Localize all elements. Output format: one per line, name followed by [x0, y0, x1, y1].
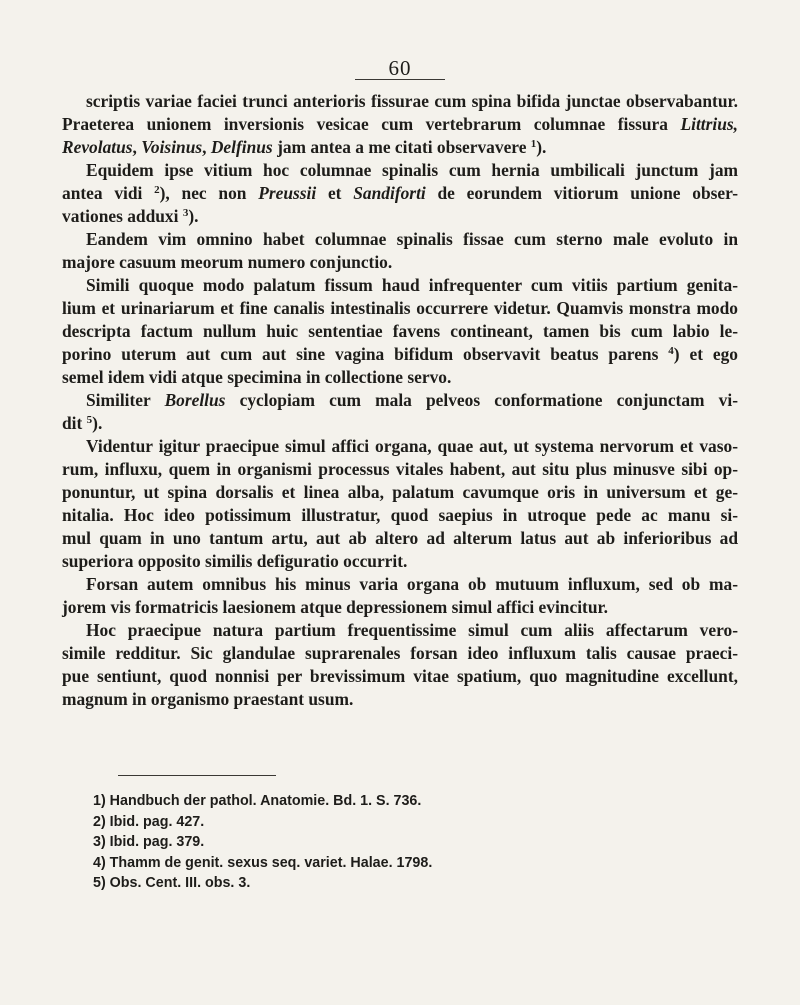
footnote-ref: 5	[86, 414, 93, 426]
text-line	[62, 205, 738, 228]
text-run: porino uterum aut cum aut sine vagina bifidum observavit beatus parens	[62, 344, 669, 364]
text-run: lium et urinariarum et fine canalis intestinalis occurrere videtur. Quamvis monstra modo	[62, 298, 738, 318]
text-run: ,	[202, 137, 211, 157]
text-line	[62, 251, 738, 274]
text-run: Forsan autem omnibus his minus varia organa ob mutuum influxum, sed ob ma-	[86, 574, 738, 594]
footnote: 5) Obs. Cent. III. obs. 3.	[93, 875, 251, 892]
text-line	[62, 320, 738, 343]
text-line	[62, 504, 738, 527]
text-run: dit	[62, 413, 87, 433]
author-name: Littrius,	[680, 114, 738, 134]
author-name: Revolatus	[62, 137, 133, 157]
text-line	[62, 527, 738, 550]
text-line	[62, 688, 738, 711]
author-name: Voisinus	[141, 137, 203, 157]
footnotes	[93, 791, 432, 894]
text-line	[62, 435, 738, 458]
text-run: magnum in organismo praestant usum.	[62, 689, 354, 709]
text-line	[62, 297, 738, 320]
text-run: de eorundem vitiorum unione obser-	[425, 183, 738, 203]
text-run: jam antea a me citati observavere	[272, 137, 531, 157]
text-run: ,	[132, 137, 142, 157]
text-line	[62, 113, 738, 136]
text-run: et	[316, 183, 354, 203]
text-run: vationes adduxi	[62, 206, 183, 226]
text-line	[62, 458, 738, 481]
author-name: Delfinus	[210, 137, 273, 157]
text-run: superiora opposito similis defiguratio occurrit.	[62, 551, 408, 571]
text-run: ).	[188, 206, 199, 226]
text-run: ) et ego	[673, 344, 739, 364]
author-name: Preussii	[258, 183, 317, 203]
text-run: simile redditur. Sic glandulae suprarenales forsan ideo influxum talis causae praeci-	[62, 643, 738, 663]
text-run: Praeterea unionem inversionis vesicae cum vertebrarum columnae fissura	[62, 114, 681, 134]
footnote: 1) Handbuch der pathol. Anatomie. Bd. 1. S. 736.	[93, 793, 422, 809]
text-run: Similiter	[86, 390, 165, 410]
text-line	[62, 665, 738, 688]
text-line	[62, 389, 738, 412]
text-run: majore casuum meorum numero conjunctio.	[62, 252, 393, 272]
text-line	[62, 343, 738, 366]
body-text	[62, 90, 738, 711]
text-line	[62, 481, 738, 504]
text-line	[62, 182, 738, 205]
text-run: rum, influxu, quem in organismi processus vitales habent, aut situ plus minusve sibi op-	[62, 459, 738, 479]
text-line	[62, 228, 738, 251]
text-run: cyclopiam cum mala pelveos conformatione conjunctam vi-	[225, 390, 738, 410]
text-run: nitalia. Hoc ideo potissimum illustratur, quod saepius in utroque pede ac manu si-	[62, 505, 738, 525]
footnote: 4) Thamm de genit. sexus seq. variet. Halae. 1798.	[93, 854, 433, 871]
text-line	[62, 619, 738, 642]
text-line	[62, 642, 738, 665]
page-number: 60	[388, 56, 412, 80]
footnote-ref: 2	[154, 184, 160, 196]
text-run: ), nec non	[159, 183, 259, 203]
footnote: 2) Ibid. pag. 427.	[93, 813, 205, 830]
text-run: Videntur igitur praecipue simul affici organa, quae aut, ut systema nervorum et vaso-	[86, 436, 738, 456]
text-run: Simili quoque modo palatum fissum haud infrequenter cum vitiis partium genita-	[86, 275, 738, 295]
footnote-ref: 4	[668, 345, 674, 357]
text-line	[62, 573, 738, 596]
text-run: mul quam in uno tantum artu, aut ab altero ad alterum latus aut ab inferioribus ad	[62, 528, 738, 548]
footnote: 3) Ibid. pag. 379.	[93, 834, 205, 851]
text-line	[62, 136, 738, 159]
footnote-ref: 1	[530, 138, 537, 150]
text-run: Eandem vim omnino habet columnae spinalis fissae cum sterno male evoluto in	[86, 229, 738, 249]
author-name: Borellus	[164, 390, 226, 410]
text-run: ).	[536, 137, 547, 157]
footnote-separator	[118, 775, 276, 776]
text-run: ).	[92, 413, 103, 433]
text-run: pue sentiunt, quod nonnisi per brevissimum vitae spatium, quo magnitudine excellunt,	[62, 666, 738, 686]
author-name: Sandiforti	[353, 183, 426, 203]
text-run: scriptis variae faciei trunci anterioris fissurae cum spina bifida junctae observabantur.	[86, 91, 738, 111]
text-run: Hoc praecipue natura partium frequentissime simul cum aliis affectarum vero-	[86, 620, 738, 640]
text-line	[62, 366, 738, 389]
footnote-ref: 3	[182, 207, 189, 219]
text-run: Equidem ipse vitium hoc columnae spinalis cum hernia umbilicali junctum jam	[86, 160, 738, 180]
text-run: antea vidi	[62, 183, 155, 203]
text-line	[62, 274, 738, 297]
text-run: ponuntur, ut spina dorsalis et linea alba, palatum cavumque oris in universum et ge-	[62, 482, 738, 502]
text-line	[62, 159, 738, 182]
text-line	[62, 596, 738, 619]
text-run: descripta factum nullum huic sententiae favens contineant, tamen bis cum labio le-	[62, 321, 738, 341]
header-rule	[355, 79, 445, 80]
text-line	[62, 90, 738, 113]
text-line	[62, 550, 738, 573]
text-run: semel idem vidi atque specimina in collectione servo.	[62, 367, 452, 387]
text-run: jorem vis formatricis laesionem atque depressionem simul affici evincitur.	[62, 597, 608, 617]
text-line	[62, 412, 738, 435]
